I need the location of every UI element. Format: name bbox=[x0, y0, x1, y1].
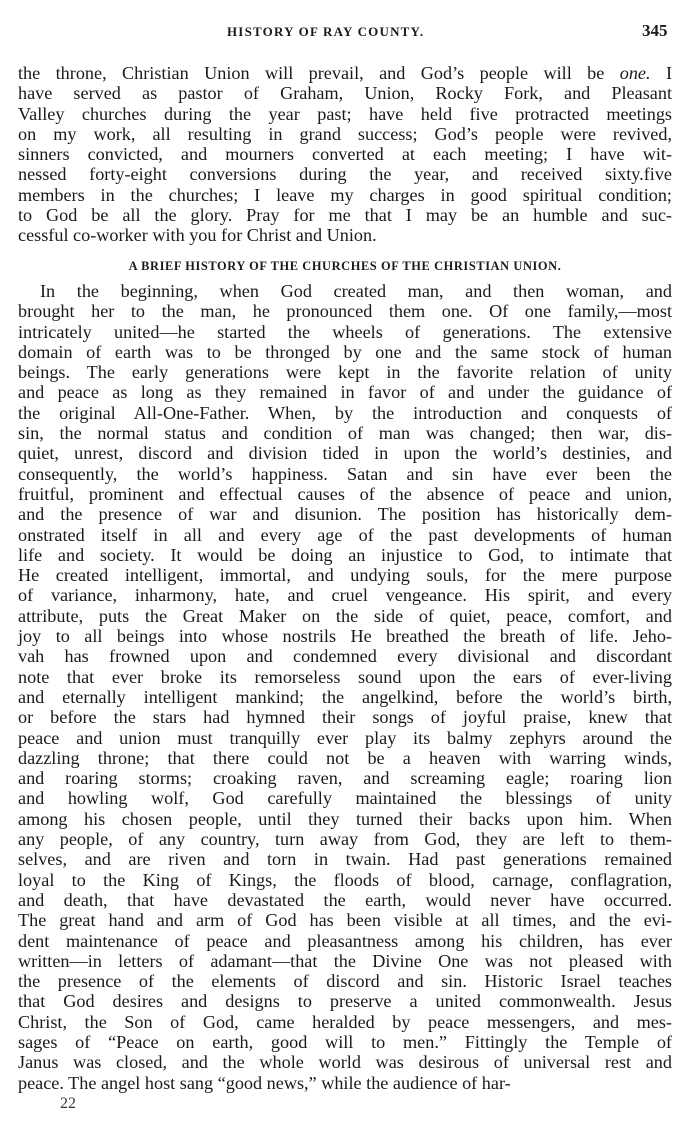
signature-mark: 22 bbox=[60, 1095, 76, 1112]
text-line: joy to all beings into whose nostrils He breathed the breath of life. Jeho- bbox=[18, 626, 672, 647]
text-line: have served as pastor of Graham, Union, Rocky Fork, and Pleasant bbox=[18, 83, 672, 104]
text-line: the throne, Christian Union will prevail, and God’s people will be one. I bbox=[18, 63, 672, 83]
text-line: and eternally intelligent mankind; the angelkind, before the world’s birth, bbox=[18, 686, 672, 707]
page-number: 345 bbox=[642, 21, 668, 40]
text-line: nessed forty-eight conversions during the year, and received sixty.five bbox=[18, 164, 672, 185]
text-line: The great hand and arm of God has been visible at all times, and the evi- bbox=[18, 910, 672, 931]
paragraph-brief-history bbox=[18, 281, 672, 1093]
text-line: Christ, the Son of God, came heralded by peace messengers, and mes- bbox=[18, 1011, 672, 1032]
text-line: In the beginning, when God created man, and then woman, and bbox=[40, 281, 672, 301]
text-line: written—in letters of adamant—that the Divine One was not pleased with bbox=[18, 950, 672, 971]
text-line: and roaring storms; croaking raven, and screaming eagle; roaring lion bbox=[18, 768, 672, 789]
text-line: the presence of the elements of discord and sin. Historic Israel teaches bbox=[18, 971, 672, 992]
text-line: and the presence of war and disunion. The position has historically dem- bbox=[18, 504, 672, 525]
text-line: note that ever broke its remorseless sound upon the ears of ever-living bbox=[18, 666, 672, 687]
text-line: of variance, inharmony, hate, and cruel vengeance. His spirit, and every bbox=[18, 585, 672, 606]
text-line: fruitful, prominent and effectual causes of the absence of peace and union, bbox=[18, 483, 672, 504]
text-line: dazzling throne; that there could not be a heaven with warring winds, bbox=[18, 747, 672, 768]
text-line: and peace as long as they remained in favor of and under the guidance of bbox=[18, 382, 672, 403]
text-line: to God be all the glory. Pray for me that I may be an humble and suc- bbox=[18, 205, 672, 226]
text-line: consequently, the world’s happiness. Satan and sin have ever been the bbox=[18, 463, 672, 484]
text-line: sages of “Peace on earth, good will to men.” Fittingly the Temple of bbox=[18, 1031, 672, 1052]
text-line: among his chosen people, until they turned their backs upon him. When bbox=[18, 808, 672, 829]
text-line: attribute, puts the Great Maker on the side of quiet, peace, comfort, and bbox=[18, 605, 672, 626]
text-line: brought her to the man, he pronounced them one. Of one family,—most bbox=[18, 301, 672, 322]
text-line: and howling wolf, God carefully maintained the blessings of unity bbox=[18, 788, 672, 809]
text-line: onstrated itself in all and every age of the past developments of human bbox=[18, 524, 672, 545]
text-line: He created intelligent, immortal, and undying souls, for the mere purpose bbox=[18, 565, 672, 586]
text-line: cessful co-worker with you for Christ and Union. bbox=[18, 225, 377, 246]
text-line: dent maintenance of peace and pleasantness among his children, has ever bbox=[18, 930, 672, 951]
text-line: sin, the normal status and condition of man was changed; then war, dis- bbox=[18, 423, 672, 444]
text-line: Valley churches during the year past; have held five protracted meetings bbox=[18, 103, 672, 124]
text-line: members in the churches; I leave my charges in good spiritual condition; bbox=[18, 184, 672, 205]
text-line: life and society. It would be doing an injustice to God, to intimate that bbox=[18, 544, 672, 565]
text-line: or before the stars had hymned their songs of joyful praise, knew that bbox=[18, 707, 672, 728]
text-line: vah has frowned upon and condemned every divisional and discordant bbox=[18, 646, 672, 667]
running-head: HISTORY OF RAY COUNTY. bbox=[227, 24, 425, 39]
text-line: quiet, unrest, discord and division tided in upon the world’s destinies, and bbox=[18, 443, 672, 464]
text-line: beings. The early generations were kept in the favorite relation of unity bbox=[18, 362, 672, 383]
section-heading: A BRIEF HISTORY OF THE CHURCHES OF THE CHRISTIAN UNION. bbox=[128, 259, 562, 273]
paragraph-continuation bbox=[18, 63, 672, 246]
text-line: selves, and are riven and torn in twain. Had past generations remained bbox=[18, 849, 672, 870]
text-line: and death, that have devastated the earth, would never have occurred. bbox=[18, 889, 672, 910]
text-line: peace and union must tranquilly ever play its balmy zephyrs around the bbox=[18, 727, 672, 748]
text-line: domain of earth was to be thronged by one and the same stock of human bbox=[18, 341, 672, 362]
text-line: any people, of any country, turn away from God, they are left to them- bbox=[18, 829, 672, 850]
text-line: the original All-One-Father. When, by the introduction and conquests of bbox=[18, 402, 672, 423]
text-line: peace. The angel host sang “good news,” while the audience of har- bbox=[18, 1072, 511, 1093]
text-line: Janus was closed, and the whole world was desirous of universal rest and bbox=[18, 1052, 672, 1073]
text-line: that God desires and designs to preserve a united commonwealth. Jesus bbox=[18, 991, 672, 1012]
text-line: on my work, all resulting in grand success; God’s people were revived, bbox=[18, 123, 672, 144]
text-line: intricately united—he started the wheels of generations. The extensive bbox=[18, 321, 672, 342]
text-line: sinners convicted, and mourners converted at each meeting; I have wit- bbox=[18, 144, 672, 165]
text-line: loyal to the King of Kings, the floods of blood, carnage, conflagration, bbox=[18, 869, 672, 890]
